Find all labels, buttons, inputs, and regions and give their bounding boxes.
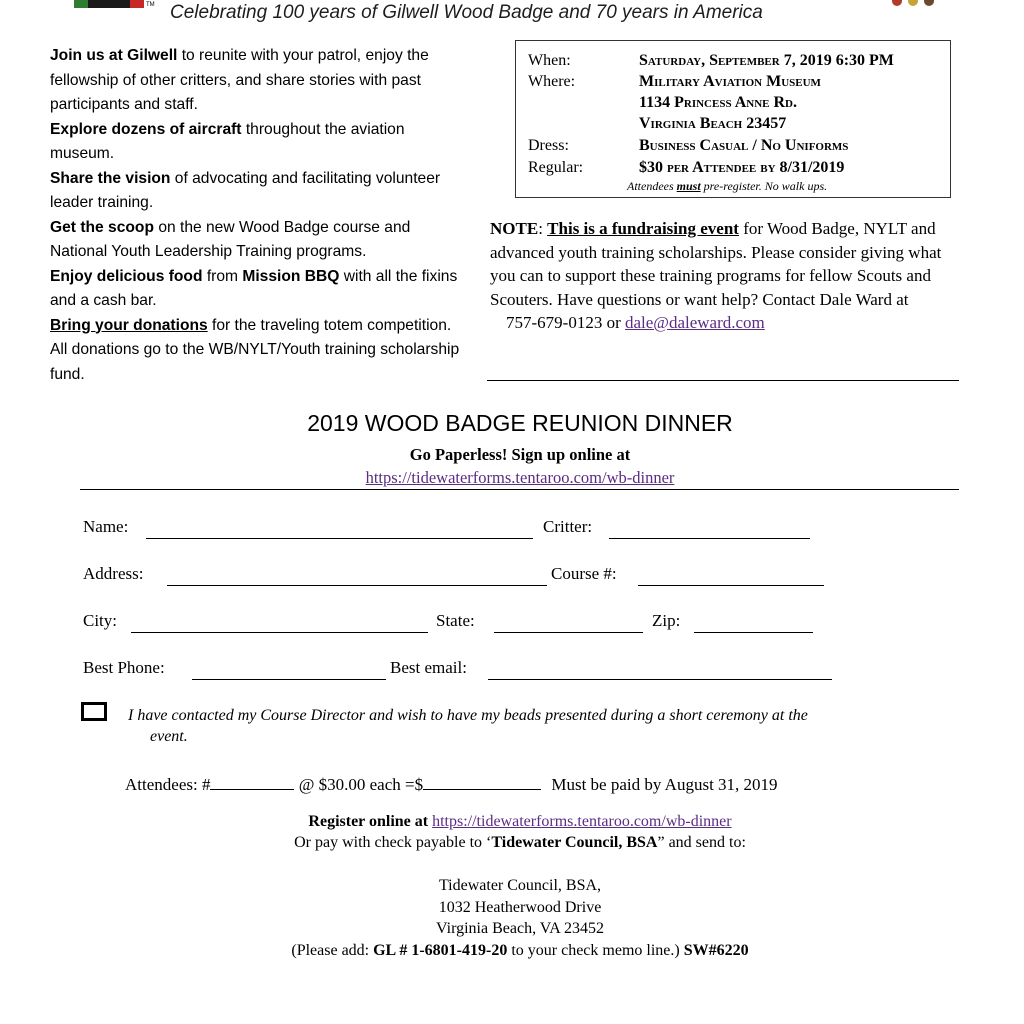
register-online-line: Register online at https://tidewaterforms.tentaroo.com/wb-dinner [308, 813, 732, 830]
where-line-3: Virginia Beach 23457 [639, 115, 787, 132]
form-subtitle: Go Paperless! Sign up online at [409, 445, 631, 464]
attendee-count-field[interactable] [210, 775, 294, 790]
mail-address-line-1: Tidewater Council, BSA, [438, 877, 602, 894]
registration-link[interactable]: https://tidewaterforms.tentaroo.com/wb-dinner [365, 468, 675, 487]
highlight-scoop: Get the scoop on the new Wood Badge course and National Youth Leadership Training programs. [50, 218, 411, 260]
mail-address-line-2: 1032 Heatherwood Drive [438, 899, 602, 916]
fundraising-note: NOTE: This is a fundraising event for Wood Badge, NYLT and advanced youth training scholarships. Please consider giving what you can to support these training programs for fellow Scouts and Scouters. Have questions or want help? Contact Dale Ward at 757-679-0123 or dale@daleward.com [490, 219, 942, 332]
name-field[interactable] [146, 538, 533, 539]
wood-badge-logo [74, 0, 144, 8]
name-label: Name: [83, 517, 129, 536]
zip-label: Zip: [652, 611, 681, 630]
event-details-box [515, 40, 951, 198]
email-label: Best email: [390, 658, 467, 677]
highlight-gilwell: Join us at Gilwell to reunite with your patrol, enjoy the fellowship of other critters, and share stories with past participants and staff. [50, 47, 429, 113]
bead-ceremony-checkbox[interactable] [81, 702, 107, 721]
check-payable-line: Or pay with check payable to ‘Tidewater Council, BSA” and send to: [294, 834, 746, 851]
address-field[interactable] [167, 585, 547, 586]
preregister-note: Attendees must pre-register. No walk ups. [627, 179, 828, 193]
event-highlights [50, 44, 470, 387]
dress-row: Dress: Business Casual / No Uniforms [528, 137, 849, 154]
memo-line: (Please add: GL # 1-6801-419-20 to your check memo line.) SW#6220 [291, 942, 749, 959]
state-field[interactable] [494, 632, 643, 633]
total-amount-field[interactable] [423, 775, 541, 790]
phone-field[interactable] [192, 679, 386, 680]
highlight-aircraft: Explore dozens of aircraft throughout the aviation museum. [50, 120, 405, 162]
attendees-row: Attendees: # @ $30.00 each =$ Must be paid by August 31, 2019 [125, 775, 778, 794]
where-line-2: 1134 Princess Anne Rd. [639, 94, 797, 111]
regular-value: $30 per Attendee by 8/31/2019 [639, 159, 845, 176]
decorative-graphic-icon [892, 0, 936, 8]
dress-value: Business Casual / No Uniforms [639, 137, 849, 154]
register-online-link[interactable]: https://tidewaterforms.tentaroo.com/wb-dinner [432, 813, 732, 830]
bead-ceremony-text: I have contacted my Course Director and wish to have my beads presented during a short ceremony at the event. [128, 707, 808, 745]
highlight-donations: Bring your donations for the traveling totem competition. All donations go to the WB/NYLT/Youth training scholarship fund. [50, 316, 460, 383]
regular-row: Regular: $30 per Attendee by 8/31/2019 [528, 159, 845, 176]
critter-label: Critter: [543, 517, 593, 536]
trademark-mark: TM [146, 2, 155, 8]
address-label: Address: [83, 564, 144, 583]
contact-email-link[interactable]: dale@daleward.com [624, 313, 765, 332]
critter-field[interactable] [609, 538, 810, 539]
mail-address-line-3: Virginia Beach, VA 23452 [436, 920, 604, 937]
when-value: Saturday, September 7, 2019 6:30 PM [639, 52, 894, 69]
phone-label: Best Phone: [83, 658, 165, 677]
where-line-1: Military Aviation Museum [639, 73, 821, 90]
form-title: 2019 WOOD BADGE REUNION DINNER [307, 410, 733, 436]
state-label: State: [436, 611, 475, 630]
where-row: Where: Military Aviation Museum [528, 73, 821, 90]
course-label: Course #: [551, 564, 617, 583]
city-field[interactable] [131, 632, 428, 633]
highlight-food: Enjoy delicious food from Mission BBQ with all the fixins and a cash bar. [50, 267, 458, 309]
highlight-vision: Share the vision of advocating and facilitating volunteer leader training. [50, 169, 441, 211]
email-field[interactable] [488, 679, 832, 680]
page-tagline: Celebrating 100 years of Gilwell Wood Badge and 70 years in America [170, 2, 763, 23]
city-label: City: [83, 611, 118, 630]
divider [487, 380, 959, 381]
zip-field[interactable] [694, 632, 813, 633]
form-divider [80, 489, 959, 490]
course-field[interactable] [638, 585, 824, 586]
when-row: When: Saturday, September 7, 2019 6:30 PM [528, 52, 894, 69]
